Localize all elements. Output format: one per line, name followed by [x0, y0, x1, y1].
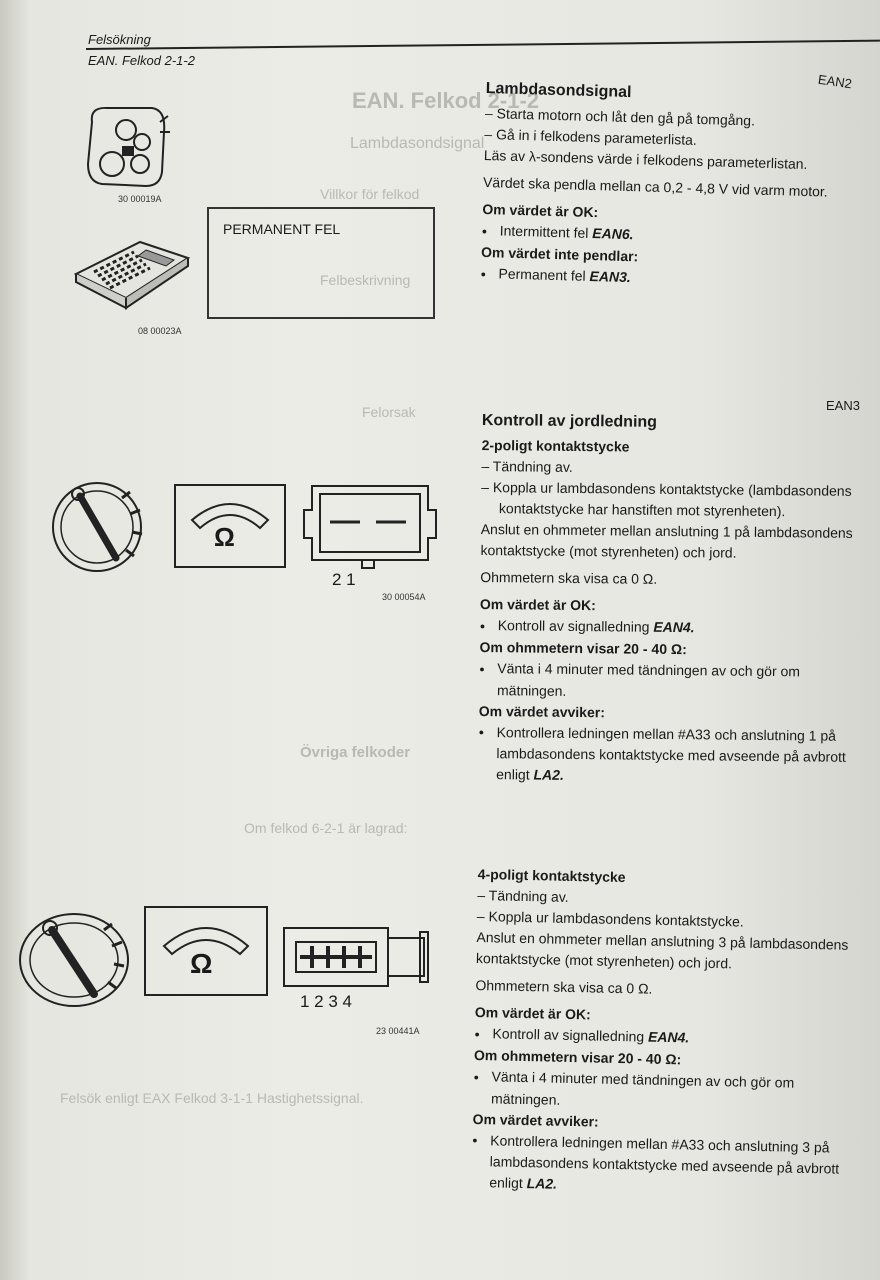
ref-ean3: EAN3 [826, 398, 860, 413]
bleed-text: Lambdasondsignal [350, 135, 485, 152]
four-pole-section [471, 864, 864, 1201]
bullet-item [479, 658, 859, 705]
bullet-text: Kontroll av signalledning [497, 617, 654, 635]
condition-heading: Om värdet är OK: [479, 595, 596, 614]
page-subtitle: EAN. Felkod 2-1-2 [88, 53, 195, 68]
bullet-text: Vänta i 4 minuter med tändningen av och gör om mätningen. [490, 1068, 795, 1108]
bullet-item [478, 722, 859, 790]
connector-pin-labels: 1 2 3 4 [300, 992, 352, 1011]
display-text: PERMANENT FEL [223, 221, 341, 237]
four-pole-connector-icon [282, 924, 430, 990]
subheading: 4-poligt kontaktstycke [477, 865, 626, 886]
lambda-section [480, 78, 856, 295]
tester-display [207, 207, 435, 319]
instruction: Ohmmetern ska visa ca 0 Ω. [480, 568, 658, 587]
connector-pin-labels: 2 1 [332, 570, 356, 589]
condition-heading: Om värdet avviker: [478, 702, 606, 720]
step: – Koppla ur lambdasondens kontaktstycke. [476, 907, 744, 930]
bleed-text: Om felkod 6-2-1 är lagrad: [244, 820, 408, 836]
bullet-text: Vänta i 4 minuter med tändningen av och gör om mätningen. [496, 659, 801, 699]
ground-title: Kontroll av jordledning [481, 411, 658, 431]
ignition-key-icon [50, 480, 146, 576]
bleed-text: Felsök enligt EAX Felkod 3-1-1 Hastighetssignal. [60, 1090, 364, 1106]
conn4-caption: 23 00441A [376, 1026, 420, 1036]
condition-heading: Om ohmmetern visar 20 - 40 Ω: [473, 1046, 682, 1068]
ohm-symbol: Ω [214, 522, 235, 552]
instruction: Läs av λ-sondens värde i felkodens parameterlistan. [483, 146, 808, 173]
engine-caption: 30 00019A [118, 194, 162, 204]
tester-caption: 08 00023A [138, 326, 182, 336]
subheading: 2-poligt kontaktstycke [481, 436, 630, 455]
section-label: Felsökning [88, 32, 151, 47]
ground-section [478, 410, 862, 789]
two-pole-connector-icon [302, 480, 438, 572]
code-ref: EAN6. [592, 225, 634, 243]
code-ref: EAN3. [589, 267, 632, 285]
tester-device-icon [70, 234, 190, 314]
step: – Tändning av. [477, 886, 569, 905]
bullet-text: Kontroll av signalledning [492, 1025, 649, 1045]
bullet-item [471, 1130, 858, 1202]
ignition-key-icon [16, 910, 130, 1010]
condition-heading: Om ohmmetern visar 20 - 40 Ω: [479, 638, 687, 657]
bullet-text: Intermittent fel [499, 222, 593, 242]
code-ref: LA2. [526, 1175, 558, 1193]
instruction: Värdet ska pendla mellan ca 0,2 - 4,8 V vid varm motor. [482, 173, 828, 200]
bullet-text: Kontrollera ledningen mellan #A33 och anslutning 1 på lambdasondens kontaktstycke med avseende på avbrott enligt [496, 723, 846, 783]
condition-heading: Om värdet inte pendlar: [480, 243, 639, 265]
code-ref: LA2. [533, 766, 564, 784]
condition-heading: Om värdet avviker: [472, 1110, 599, 1130]
bleed-text: Felorsak [362, 404, 416, 420]
ohm-symbol: Ω [190, 948, 213, 979]
step: – Tändning av. [481, 457, 573, 475]
step: – Gå in i felkodens parameterlista. [484, 125, 698, 148]
bullet-item [473, 1066, 860, 1117]
condition-heading: Om värdet är OK: [474, 1003, 591, 1023]
instruction: Anslut en ohmmeter mellan anslutning 1 på lambdasondens kontaktstycke (mot styrenheten) och jord. [480, 520, 853, 561]
bleed-text: Felbeskrivning [320, 272, 411, 288]
bleed-text: Övriga felkoder [300, 744, 411, 761]
instruction: Ohmmetern ska visa ca 0 Ω. [475, 976, 653, 997]
engine-illustration-icon [82, 102, 182, 197]
condition-heading: Om värdet är OK: [482, 200, 599, 221]
ref-ean2: EAN2 [817, 71, 853, 92]
code-ref: EAN4. [653, 618, 695, 636]
lambda-title: Lambdasondsignal [485, 79, 632, 102]
bullet-text: Permanent fel [498, 265, 590, 284]
instruction: Anslut en ohmmeter mellan anslutning 3 på lambdasondens kontaktstycke (mot styrenheten) och jord. [475, 928, 849, 972]
bullet-text: Kontrollera ledningen mellan #A33 och anslutning 3 på lambdasondens kontaktstycke med avseende på avbrott enligt [489, 1131, 840, 1192]
code-ref: EAN4. [647, 1028, 690, 1046]
header-rule [86, 40, 880, 50]
step: – Koppla ur lambdasondens kontaktstycke (lambdasondens kontaktstycke har hanstiften mot styrenheten). [481, 478, 852, 520]
bleed-text: EAN. Felkod 2-1-2 [352, 88, 540, 113]
step: – Starta motorn och låt den gå på tomgång. [484, 104, 756, 129]
conn2-caption: 30 00054A [382, 592, 426, 602]
bleed-text: Villkor för felkod [320, 186, 420, 202]
